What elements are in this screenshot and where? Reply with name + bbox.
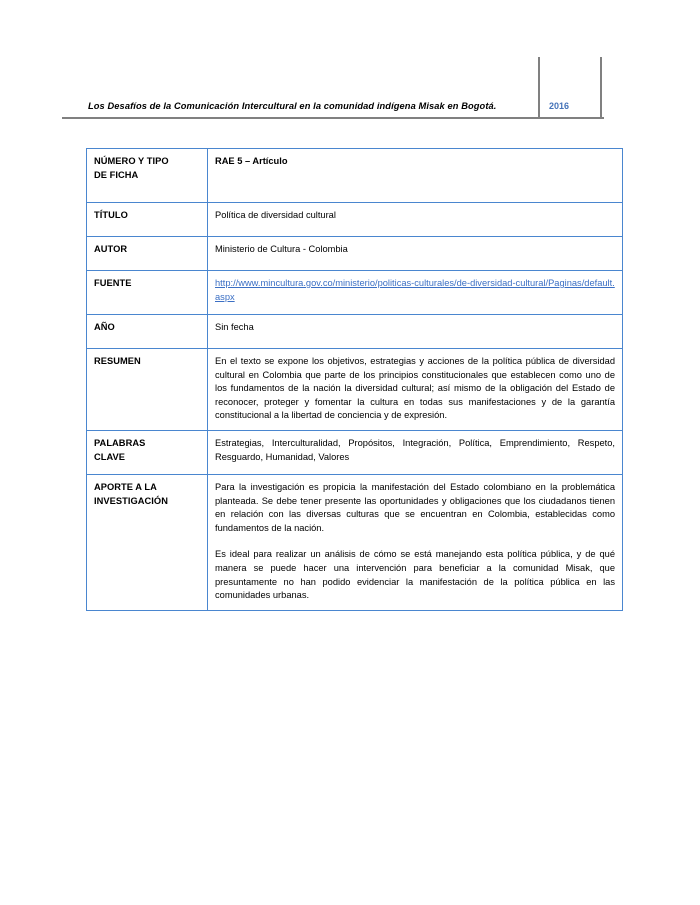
header-year-box bbox=[538, 57, 602, 117]
row-label-titulo: TÍTULO bbox=[87, 203, 208, 237]
header-divider bbox=[62, 117, 604, 119]
table-row bbox=[87, 430, 623, 474]
table-row bbox=[87, 474, 623, 610]
row-label-resumen: RESUMEN bbox=[87, 349, 208, 431]
aporte-paragraph-1: Para la investigación es propicia la manifestación del Estado colombiano en la problemática planteada. Se debe tener presente las oportunidades y obligaciones que los ciudadanos tienen en relación con las diversas culturas que se encuentran en Colombia, establecidas como fundamentos de la nación. bbox=[215, 481, 615, 533]
document-header bbox=[62, 57, 604, 119]
header-year-value: 2016 bbox=[549, 101, 570, 111]
row-value-anio: Sin fecha bbox=[208, 315, 623, 349]
row-value-titulo: Política de diversidad cultural bbox=[208, 203, 623, 237]
row-label-autor: AUTOR bbox=[87, 237, 208, 271]
table-row bbox=[87, 349, 623, 431]
table-row bbox=[87, 271, 623, 315]
label-line-1: APORTE A LA bbox=[94, 481, 157, 492]
row-label-numero-tipo-ficha bbox=[87, 149, 208, 203]
label-line-1: PALABRAS bbox=[94, 437, 146, 448]
row-value-autor: Ministerio de Cultura - Colombia bbox=[208, 237, 623, 271]
row-value-resumen: En el texto se expone los objetivos, estrategias y acciones de la política pública de diversidad cultural en Colombia que parte de los principios constitucionales que establecen como uno de los fundamentos de la nación la diversidad cultural; así mismo de la obligación del Estado de reconocer, proteger y fomentar la cultura en todas sus manifestaciones y de la garantía constitucional a la libertad de conciencia y de expresión. bbox=[208, 349, 623, 431]
row-label-aporte-investigacion bbox=[87, 474, 208, 610]
row-label-anio: AÑO bbox=[87, 315, 208, 349]
rae-table bbox=[86, 148, 623, 611]
row-label-palabras-clave bbox=[87, 430, 208, 474]
label-line-1: NÚMERO Y TIPO bbox=[94, 156, 169, 166]
table-row bbox=[87, 315, 623, 349]
row-value-palabras-clave: Estrategias, Interculturalidad, Propósitos, Integración, Política, Emprendimiento, Respeto, Resguardo, Humanidad, Valores bbox=[208, 430, 623, 474]
row-label-fuente: FUENTE bbox=[87, 271, 208, 315]
row-value-numero-tipo-ficha: RAE 5 – Artículo bbox=[208, 149, 623, 203]
row-value-aporte-investigacion bbox=[208, 474, 623, 610]
label-line-2: DE FICHA bbox=[94, 169, 139, 180]
table-row bbox=[87, 149, 623, 203]
header-title: Los Desafíos de la Comunicación Intercultural en la comunidad indígena Misak en Bogotá. bbox=[88, 101, 497, 111]
row-value-fuente bbox=[208, 271, 623, 315]
source-url-link[interactable]: http://www.mincultura.gov.co/ministerio/politicas-culturales/de-diversidad-cultural/Paginas/default.aspx bbox=[215, 278, 615, 302]
aporte-paragraph-2: Es ideal para realizar un análisis de cómo se está manejando esta política pública, y de qué manera se puede hacer una intervención para beneficiar a la comunidad Misak, que presuntamente no han podido evidenciar la manifestación de la política pública en las comunidades urbanas. bbox=[215, 549, 615, 601]
label-line-2: INVESTIGACIÓN bbox=[94, 495, 168, 506]
label-line-2: CLAVE bbox=[94, 451, 126, 462]
table-row bbox=[87, 237, 623, 271]
table-row bbox=[87, 203, 623, 237]
